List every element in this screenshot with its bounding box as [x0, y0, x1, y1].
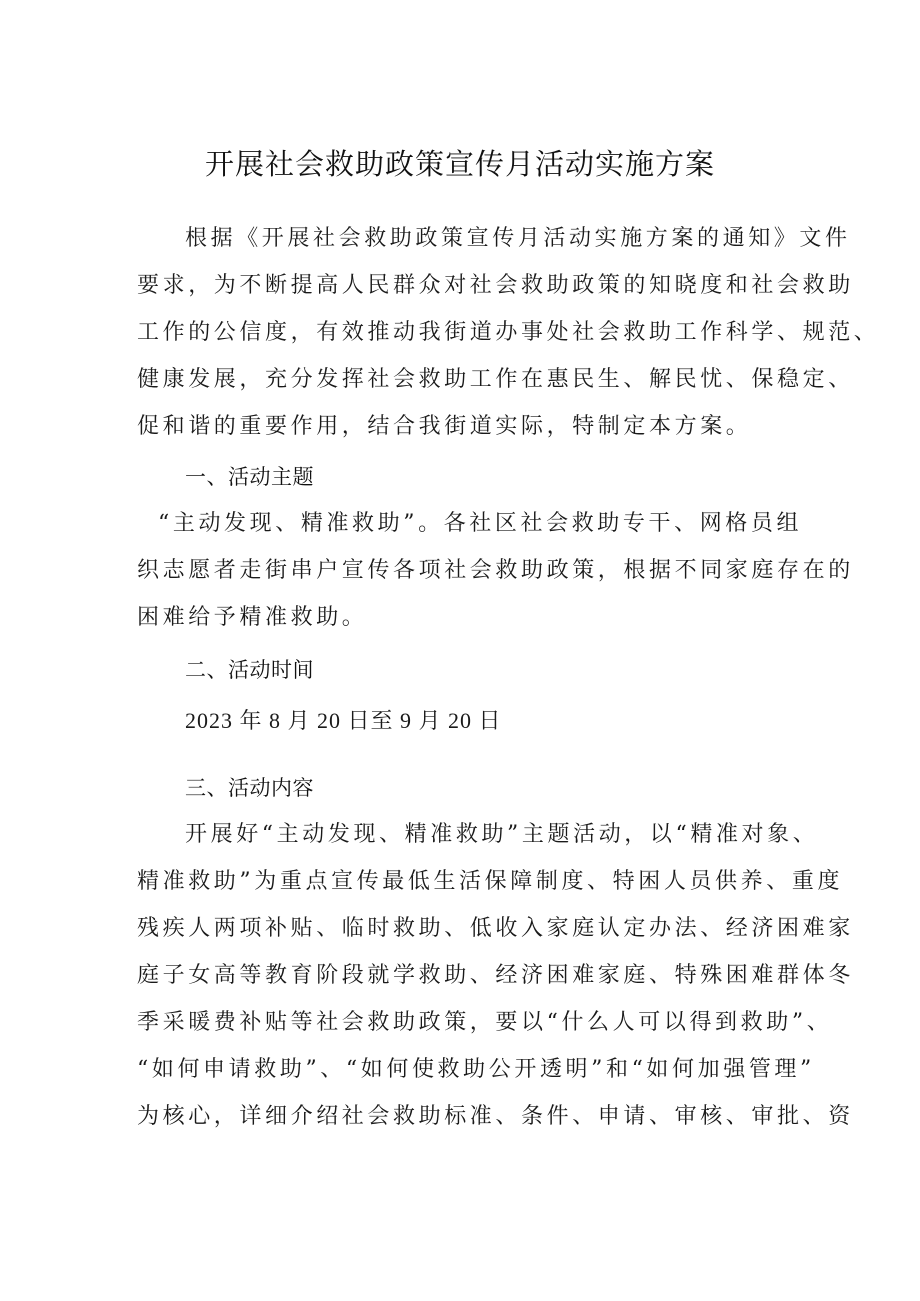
section1-line-1: “主动发现、精准救助”。各社区社会救助专干、网格员组 [158, 511, 803, 536]
intro-line-1: 根据《开展社会救助政策宣传月活动实施方案的通知》文件 [185, 226, 851, 251]
section1-line-3: 困难给予精准救助。 [137, 605, 368, 630]
document-title: 开展社会救助政策宣传月活动实施方案 [204, 147, 715, 181]
section3-line-7: 为核心，详细介绍社会救助标准、条件、申请、审核、审批、资 [137, 1104, 854, 1129]
intro-line-2: 要求，为不断提高人民群众对社会救助政策的知晓度和社会救助 [137, 273, 854, 298]
intro-line-3: 工作的公信度，有效推动我街道办事处社会救助工作科学、规范、 [137, 320, 880, 345]
section3-line-3: 残疾人两项补贴、临时救助、低收入家庭认定办法、经济困难家 [137, 916, 854, 941]
intro-line-4: 健康发展，充分发挥社会救助工作在惠民生、解民忧、保稳定、 [137, 367, 854, 392]
activity-date: 2023 年 8 月 20 日至 9 月 20 日 [185, 708, 502, 733]
section3-line-2: 精准救助”为重点宣传最低生活保障制度、特困人员供养、重度 [137, 869, 844, 894]
section-heading-time: 二、活动时间 [185, 658, 314, 682]
section3-line-6: “如何申请救助”、“如何使救助公开透明”和“如何加强管理” [137, 1057, 815, 1082]
section3-line-5: 季采暖费补贴等社会救助政策，要以“什么人可以得到救助”、 [137, 1010, 833, 1035]
intro-line-5: 促和谐的重要作用，结合我街道实际，特制定本方案。 [137, 414, 752, 439]
section-heading-theme: 一、活动主题 [185, 465, 314, 489]
section1-line-2: 织志愿者走街串户宣传各项社会救助政策，根据不同家庭存在的 [137, 558, 854, 583]
section3-line-1: 开展好“主动发现、精准救助”主题活动，以“精准对象、 [185, 822, 819, 847]
section3-line-4: 庭子女高等教育阶段就学救助、经济困难家庭、特殊困难群体冬 [137, 963, 854, 988]
section-heading-content: 三、活动内容 [185, 776, 314, 800]
